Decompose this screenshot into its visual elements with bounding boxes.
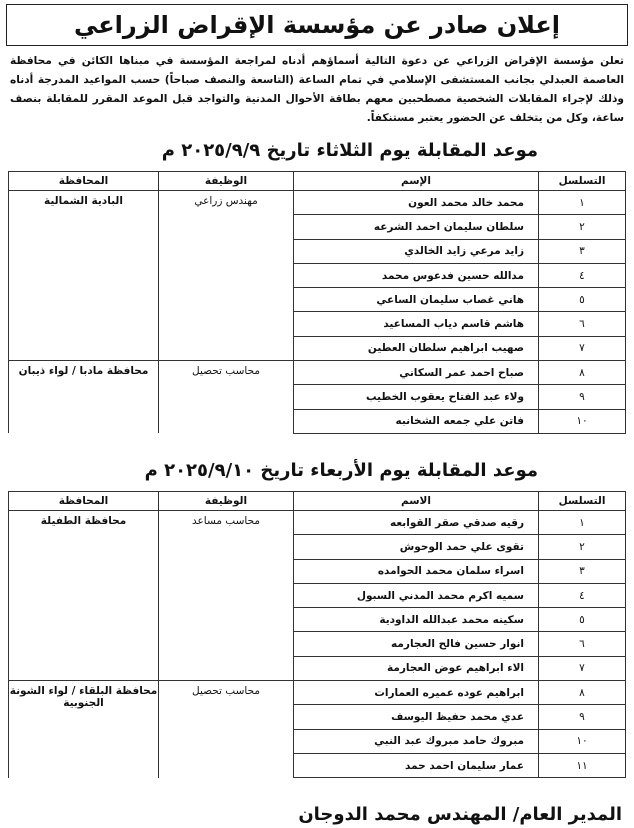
name-cell: فاتن علي جمعه الشخانبه	[294, 409, 539, 433]
name-cell: الاء ابراهيم عوض العجارمة	[294, 656, 539, 680]
serial-cell: ٧	[539, 336, 626, 360]
table-row	[9, 681, 626, 705]
header-gov: المحافظة	[9, 491, 159, 510]
name-cell: ولاء عبد الفتاح يعقوب الخطيب	[294, 385, 539, 409]
serial-cell: ٦	[539, 312, 626, 336]
serial-cell: ١	[539, 191, 626, 215]
header-name: الإسم	[294, 172, 539, 191]
name-cell: محمد خالد محمد العون	[294, 191, 539, 215]
job-cell: محاسب تحصيل	[159, 361, 294, 434]
header-job: الوظيفة	[159, 172, 294, 191]
serial-cell: ١١	[539, 753, 626, 777]
governorate-cell: محافظة البلقاء / لواء الشونة الجنوبية	[9, 681, 159, 778]
header-serial: التسلسل	[539, 491, 626, 510]
serial-cell: ١٠	[539, 409, 626, 433]
header-name: الاسم	[294, 491, 539, 510]
serial-cell: ٥	[539, 288, 626, 312]
name-cell: مدالله حسين فدعوس محمد	[294, 263, 539, 287]
header-job: الوظيفة	[159, 491, 294, 510]
header-serial: التسلسل	[539, 172, 626, 191]
serial-cell: ٣	[539, 239, 626, 263]
announcement-page	[0, 4, 634, 828]
serial-cell: ١	[539, 510, 626, 534]
serial-cell: ٧	[539, 656, 626, 680]
serial-cell: ٦	[539, 632, 626, 656]
governorate-cell: محافظة مادبا / لواء ذيبان	[9, 361, 159, 434]
day1-table	[8, 171, 626, 434]
day1-rows	[9, 191, 626, 434]
name-cell: اسراء سلمان محمد الحوامده	[294, 559, 539, 583]
name-cell: سكينه محمد عبدالله الداودية	[294, 608, 539, 632]
name-cell: صباح احمد عمر السكاني	[294, 361, 539, 385]
serial-cell: ٨	[539, 361, 626, 385]
name-cell: سميه اكرم محمد المدني السبول	[294, 583, 539, 607]
name-cell: مبروك حامد مبروك عبد النبي	[294, 729, 539, 753]
governorate-cell: البادية الشمالية	[9, 191, 159, 361]
serial-cell: ٢	[539, 535, 626, 559]
day2-heading: موعد المقابلة يوم الأربعاء تاريخ ٢٠٢٥/٩/١٠ م	[144, 459, 538, 481]
intro-paragraph: تعلن مؤسسة الإقراض الزراعي عن دعوة التالية أسماؤهم أدناه لمراجعة المؤسسة في مبناها الكائن في محافظة العاصمة العبدلي بجانب المستشفى الإسلامي في تمام الساعة (التاسعة والنصف صباحاً) حسب المواعيد المدرجة أدناه وذلك لإجراء المقابلات الشخصية مصطحبين معهم بطاقة الأحوال المدنية والتواجد قبل الموعد المقرر للمقابلة بنصف ساعة، وكل من يتخلف عن الحضور يعتبر مستنكفاً.	[10, 55, 624, 124]
serial-cell: ١٠	[539, 729, 626, 753]
serial-cell: ٨	[539, 681, 626, 705]
serial-cell: ٣	[539, 559, 626, 583]
serial-cell: ٩	[539, 385, 626, 409]
serial-cell: ٥	[539, 608, 626, 632]
name-cell: تقوى علي حمد الوحوش	[294, 535, 539, 559]
signature: المدير العام/ المهندس محمد الدوجان	[298, 804, 622, 826]
serial-cell: ٢	[539, 215, 626, 239]
day1-heading: موعد المقابلة يوم الثلاثاء تاريخ ٢٠٢٥/٩/٩ م	[161, 140, 538, 161]
announcement-title: إعلان صادر عن مؤسسة الإقراض الزراعي	[6, 4, 628, 46]
job-cell: محاسب تحصيل	[159, 681, 294, 778]
header-gov: المحافظة	[9, 172, 159, 191]
table-row	[9, 191, 626, 215]
day2-rows	[9, 510, 626, 777]
job-cell: مهندس زراعي	[159, 191, 294, 361]
name-cell: رقيه صدقي صقر القوابعه	[294, 510, 539, 534]
day2-header-row	[9, 491, 626, 510]
name-cell: عمار سليمان احمد حمد	[294, 753, 539, 777]
governorate-cell: محافظة الطفيلة	[9, 510, 159, 680]
table-row	[9, 510, 626, 534]
table-row	[9, 361, 626, 385]
name-cell: عدي محمد حفيظ اليوسف	[294, 705, 539, 729]
name-cell: هاني غصاب سليمان الساعي	[294, 288, 539, 312]
serial-cell: ٤	[539, 583, 626, 607]
name-cell: انوار حسين فالح العجارمه	[294, 632, 539, 656]
name-cell: سلطان سليمان احمد الشرعه	[294, 215, 539, 239]
day2-table	[8, 491, 626, 778]
name-cell: هاشم قاسم دياب المساعيد	[294, 312, 539, 336]
job-cell: محاسب مساعد	[159, 510, 294, 680]
name-cell: زايد مرعي زايد الخالدي	[294, 239, 539, 263]
day1-header-row	[9, 172, 626, 191]
name-cell: ابراهيم عوده عميره العمارات	[294, 681, 539, 705]
serial-cell: ٩	[539, 705, 626, 729]
serial-cell: ٤	[539, 263, 626, 287]
name-cell: صهيب ابراهيم سلطان العطين	[294, 336, 539, 360]
